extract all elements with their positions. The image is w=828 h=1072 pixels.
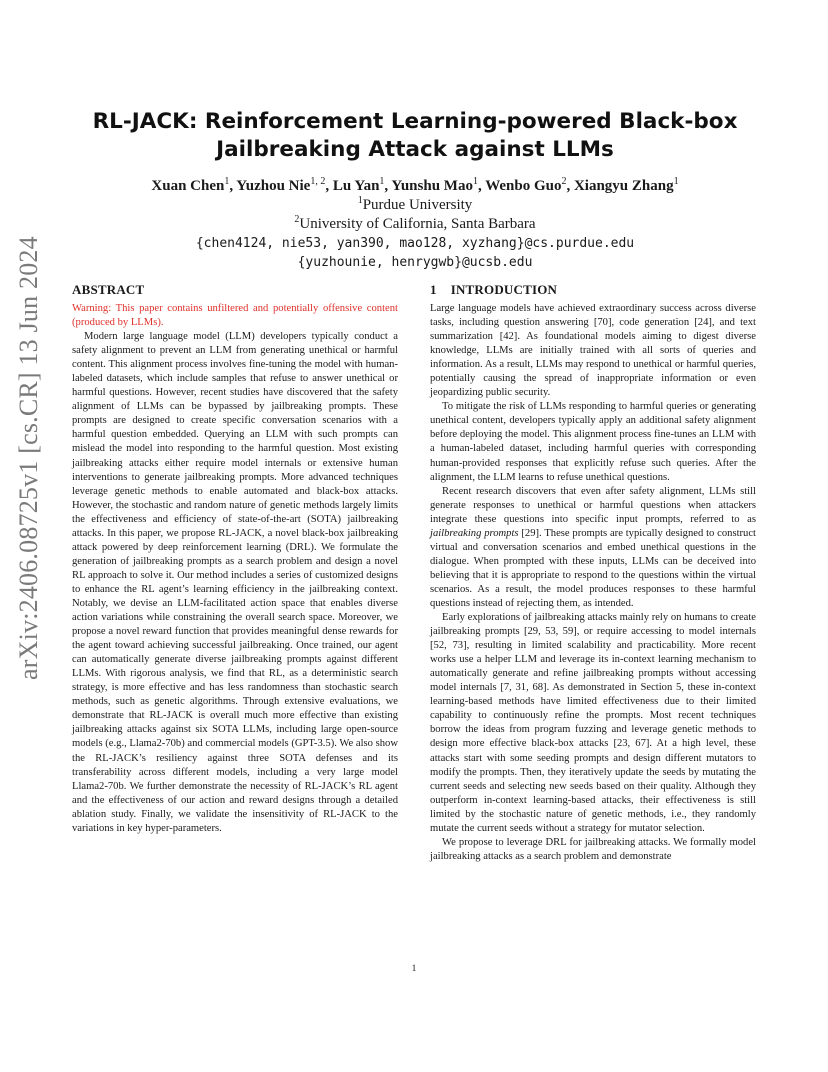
email-line-2[interactable]: {yuzhounie, henrygwb}@ucsb.edu	[297, 255, 533, 270]
title-line-1: RL-JACK: Reinforcement Learning-powered Black-box	[92, 109, 738, 134]
affiliation-2: $^2$University of California, Santa Barbara	[294, 214, 536, 232]
page-number: 1	[411, 964, 417, 974]
abstract-body: Modern large language model (LLM) developers typically conduct a safety alignment to prevent an LLM from generating unethical or harmful content. This alignment process involves fine-tuning the model with human-labeled datasets, which include samples that refuse to answer unethical or harmful questions. However, recent studies have discovered that the safety alignment of LLMs can be bypassed by jailbreaking prompts. These prompts are designed to create specific conversation scenarios with a harmful question embedded. Querying an LLM with such prompts can mislead the model into responding to the harmful question. Most existing jailbreaking attacks either require model internals or extensive human interventions to generate jailbreaking prompts. More advanced techniques leverage genetic methods to enable automated and black-box attacks. However, the stochastic and random nature of genetic methods largely limits the effectiveness and efficiency of state-of-the-art (SOTA) jailbreaking attacks. In this paper, we propose RL-JACK, a novel black-box jailbreaking attack powered by deep reinforcement learning (DRL). We formulate the generation of jailbreaking prompts as a search problem and design a novel RL approach to solve it. Our method includes a series of customized designs to enhance the RL agent’s learning efficiency in the jailbreaking context. Notably, we devise an LLM-facilitated action space that enables diverse action variations while constraining the overall search space. Moreover, we propose a novel reward function that provides meaningful dense rewards for the agent toward achieving successful jailbreaking. Once trained, our agent can automatically generate diverse jailbreaking prompts against different LLMs. With rigorous analysis, we find that RL, as a deterministic search strategy, is more effective and has less randomness than stochastic search methods, such as genetic algorithms. Through extensive evaluations, we demonstrate that RL-JACK is overall much more effective than existing jailbreaking attacks against six SOTA LLMs, including large open-source models (e.g., Llama2-70b) and commercial models (GPT-3.5). We also show the RL-JACK’s resiliency against three SOTA defenses and its transferability across different models, including a very large model Llama2-70b. We further demonstrate the necessity of RL-JACK’s RL agent and the effectiveness of our action and reward designs through a detailed ablation study. Finally, we validate the insensitivity of RL-JACK to the variations in key hyper-parameters.	[72, 331, 398, 834]
section-title: INTRODUCTION	[450, 282, 558, 297]
author: Lu Yan$^1$,	[332, 176, 392, 194]
intro-paragraph: Early explorations of jailbreaking attacks mainly rely on humans to create jailbreaking prompts [29, 53, 59], or require accessing to model internals [52, 73], resulting in limited scalability and practicability. More recent works use a helper LLM and leverage its in-context learning mechanism to automatically generate and refine jailbreaking prompts without accessing model internals [7, 31, 68]. As demonstrated in Section 5, these in-context learning-based methods have limited effectiveness due to their limited capability to continuously refine the prompts. Most recent techniques borrow the ideas from program fuzzing and leverage genetic methods to design more effective black-box attacks [23, 67]. At a high level, these attacks start with some seeding prompts and design different mutators to modify the prompts. Then, they iteratively update the seeds by mutating the current seeds and selecting new seeds based on their quality. Although they outperform in-context learning-based attacks, their effectiveness is still limited by the stochastic nature of genetic methods, i.e., they randomly mutate the current seeds without a strategy for mutator selection.	[430, 612, 756, 834]
author: Yunshu Mao$^1$,	[391, 176, 486, 194]
intro-paragraph: To mitigate the risk of LLMs responding to harmful queries or generating unethical content, developers typically apply an additional safety alignment before deploying the model. This alignment process fine-tunes an LLM with a human-labeled dataset, including harmful queries with corresponding human-provided responses that explicitly refuse such queries. After the alignment, the LLM learns to refuse unethical questions.	[430, 401, 756, 483]
author: Xiangyu Zhang$^1$	[573, 176, 679, 194]
author: Wenbo Guo$^2$,	[485, 176, 574, 194]
paper-header	[70, 108, 760, 272]
email-line-1[interactable]: {chen4124, nie53, yan390, mao128, xyzhang}@cs.purdue.edu	[195, 236, 635, 251]
intro-paragraph: Recent research discovers that even after safety alignment, LLMs still generate responses to unethical or harmful questions when attackers integrate these questions into specific input prompts, referred to as jailbreaking prompts [29]. These prompts are typically designed to construct virtual and conversation scenarios and embed unethical questions in the dialogue. When prompted with these inputs, LLMs can be deceived into believing that it is appropriate to respond to the questions within the virtual scenarios. As a result, the model produces responses to these harmful questions instead of rejecting them, as intended.	[430, 485, 756, 609]
title-line-2: Jailbreaking Attack against LLMs	[216, 137, 614, 162]
intro-paragraph: Large language models have achieved extraordinary success across diverse tasks, including question answering [70], code generation [24], and text summarization [42]. As foundational models aiming to digest diverse knowledge, LLMs are initially trained with all sorts of queries and information. As a result, LLMs may respond to unethical or harmful queries, potentially causing the spread of inappropriate information or even jeopardizing public security.	[430, 303, 756, 399]
abstract-heading: ABSTRACT	[72, 282, 145, 297]
paper-title	[70, 108, 760, 164]
affiliation-1: $^1$Purdue University	[357, 195, 473, 213]
author: Xuan Chen$^1$,	[151, 176, 237, 194]
author: Yuzhou Nie$^{1, 2}$,	[236, 176, 333, 194]
arxiv-identifier[interactable]: arXiv:2406.08725v1 [cs.CR] 13 Jun 2024	[14, 236, 43, 680]
emphasis-term: jailbreaking prompts	[430, 527, 519, 539]
section-number: 1	[430, 282, 437, 297]
author-list	[70, 176, 760, 196]
introduction-section	[430, 282, 756, 864]
abstract-section	[72, 282, 398, 836]
content-warning: Warning: This paper contains unfiltered and potentially offensive content (produced by LLMs).	[72, 303, 398, 329]
intro-paragraph: We propose to leverage DRL for jailbreaking attacks. We formally model jailbreaking attacks as a search problem and demonstrate	[430, 836, 756, 862]
introduction-heading	[430, 282, 756, 298]
